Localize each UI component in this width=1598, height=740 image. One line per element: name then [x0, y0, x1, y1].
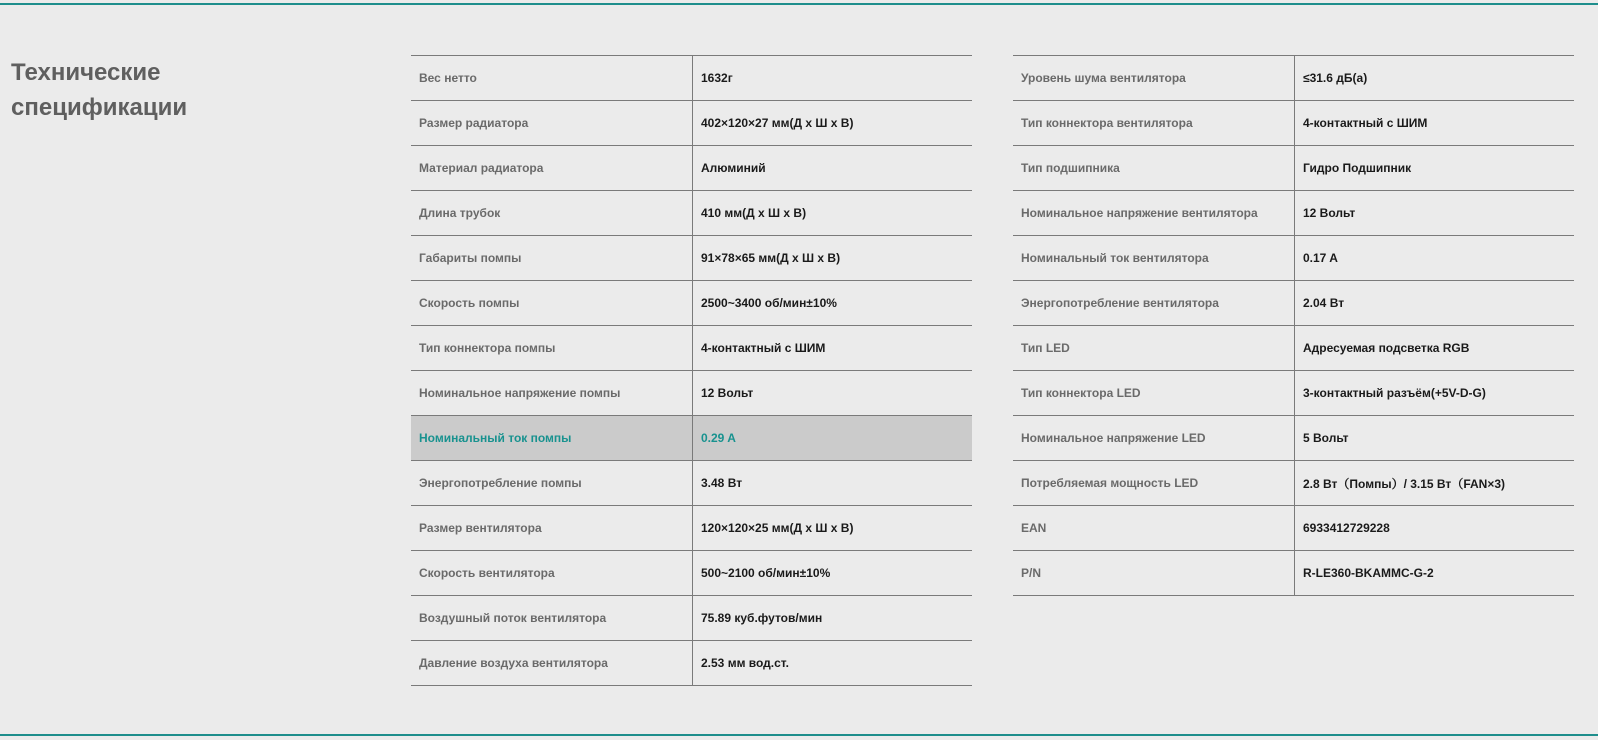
spec-label: Уровень шума вентилятора	[1013, 56, 1295, 101]
spec-label: Воздушный поток вентилятора	[411, 596, 693, 641]
spec-value: Гидро Подшипник	[1303, 161, 1412, 175]
spec-row	[411, 146, 972, 191]
spec-row	[1013, 56, 1574, 101]
spec-row	[411, 371, 972, 416]
spec-label: Длина трубок	[411, 191, 693, 236]
spec-value: 91×78×65 мм(Д x Ш x В)	[701, 251, 841, 265]
spec-row	[411, 101, 972, 146]
spec-value: 2500~3400 об/мин±10%	[701, 296, 837, 310]
spec-value: Адресуемая подсветка RGB	[1303, 341, 1470, 355]
spec-row	[1013, 461, 1574, 506]
spec-value: 12 Вольт	[701, 386, 754, 400]
spec-value: 4-контактный с ШИМ	[701, 341, 826, 355]
section-title-line1: Технические	[11, 59, 161, 86]
spec-value: 1632г	[701, 71, 733, 85]
spec-value: 410 мм(Д x Ш x В)	[701, 206, 807, 220]
spec-row	[411, 596, 972, 641]
bottom-divider	[0, 734, 1598, 736]
spec-label: Энергопотребление помпы	[411, 461, 693, 506]
spec-label: Материал радиатора	[411, 146, 693, 191]
spec-value: Алюминий	[701, 161, 766, 175]
spec-label: Тип подшипника	[1013, 146, 1295, 191]
spec-row	[1013, 281, 1574, 326]
spec-row	[1013, 416, 1574, 461]
spec-row	[411, 551, 972, 596]
spec-value: ≤31.6 дБ(а)	[1303, 71, 1368, 85]
spec-value: 2.04 Вт	[1303, 296, 1345, 310]
spec-value: 3-контактный разъём(+5V-D-G)	[1303, 386, 1486, 400]
spec-row	[1013, 191, 1574, 236]
spec-value: 5 Вольт	[1303, 431, 1349, 445]
spec-row	[1013, 371, 1574, 416]
spec-value: 4-контактный с ШИМ	[1303, 116, 1428, 130]
specs-table-left	[411, 55, 972, 686]
spec-label: Размер радиатора	[411, 101, 693, 146]
spec-value: 12 Вольт	[1303, 206, 1356, 220]
spec-value: 0.29 A	[701, 431, 736, 445]
spec-row	[1013, 236, 1574, 281]
spec-label: Размер вентилятора	[411, 506, 693, 551]
spec-value: 3.48 Вт	[701, 476, 743, 490]
specs-table-right	[1013, 55, 1574, 596]
spec-row	[1013, 326, 1574, 371]
spec-row	[411, 191, 972, 236]
spec-row	[1013, 146, 1574, 191]
spec-value: 2.8 Вт（Помпы）/ 3.15 Вт（FAN×3)	[1303, 476, 1505, 491]
spec-value: 0.17 A	[1303, 251, 1338, 265]
spec-label: Потребляемая мощность LED	[1013, 461, 1295, 506]
spec-row-highlighted[interactable]	[411, 416, 972, 461]
spec-row	[1013, 101, 1574, 146]
spec-value: 75.89 куб.футов/мин	[701, 611, 823, 625]
spec-row	[411, 461, 972, 506]
spec-label: Тип коннектора вентилятора	[1013, 101, 1295, 146]
spec-label: Номинальный ток вентилятора	[1013, 236, 1295, 281]
spec-label: Давление воздуха вентилятора	[411, 641, 693, 686]
spec-row	[411, 641, 972, 686]
spec-label: Номинальный ток помпы	[411, 416, 693, 461]
top-divider	[0, 3, 1598, 5]
spec-label: Вес нетто	[411, 56, 693, 101]
spec-row	[1013, 506, 1574, 551]
spec-row	[411, 326, 972, 371]
spec-label: Номинальное напряжение вентилятора	[1013, 191, 1295, 236]
spec-label: Номинальное напряжение LED	[1013, 416, 1295, 461]
spec-value: R-LE360-BKAMMC-G-2	[1303, 566, 1434, 580]
spec-label: Скорость помпы	[411, 281, 693, 326]
spec-label: Тип коннектора помпы	[411, 326, 693, 371]
spec-row	[411, 56, 972, 101]
spec-row	[1013, 551, 1574, 596]
spec-value: 402×120×27 мм(Д x Ш x В)	[701, 116, 854, 130]
spec-value: 120×120×25 мм(Д x Ш x В)	[701, 521, 854, 535]
spec-label: Тип коннектора LED	[1013, 371, 1295, 416]
spec-label: P/N	[1013, 551, 1295, 596]
section-title	[11, 55, 271, 125]
spec-label: EAN	[1013, 506, 1295, 551]
spec-label: Тип LED	[1013, 326, 1295, 371]
spec-value: 2.53 мм вод.ст.	[701, 656, 789, 670]
spec-row	[411, 236, 972, 281]
spec-label: Номинальное напряжение помпы	[411, 371, 693, 416]
spec-label: Габариты помпы	[411, 236, 693, 281]
spec-label: Скорость вентилятора	[411, 551, 693, 596]
spec-row	[411, 281, 972, 326]
spec-label: Энергопотребление вентилятора	[1013, 281, 1295, 326]
spec-value: 500~2100 об/мин±10%	[701, 566, 831, 580]
spec-row	[411, 506, 972, 551]
spec-value: 6933412729228	[1303, 521, 1390, 535]
section-title-line2: спецификации	[11, 94, 188, 121]
